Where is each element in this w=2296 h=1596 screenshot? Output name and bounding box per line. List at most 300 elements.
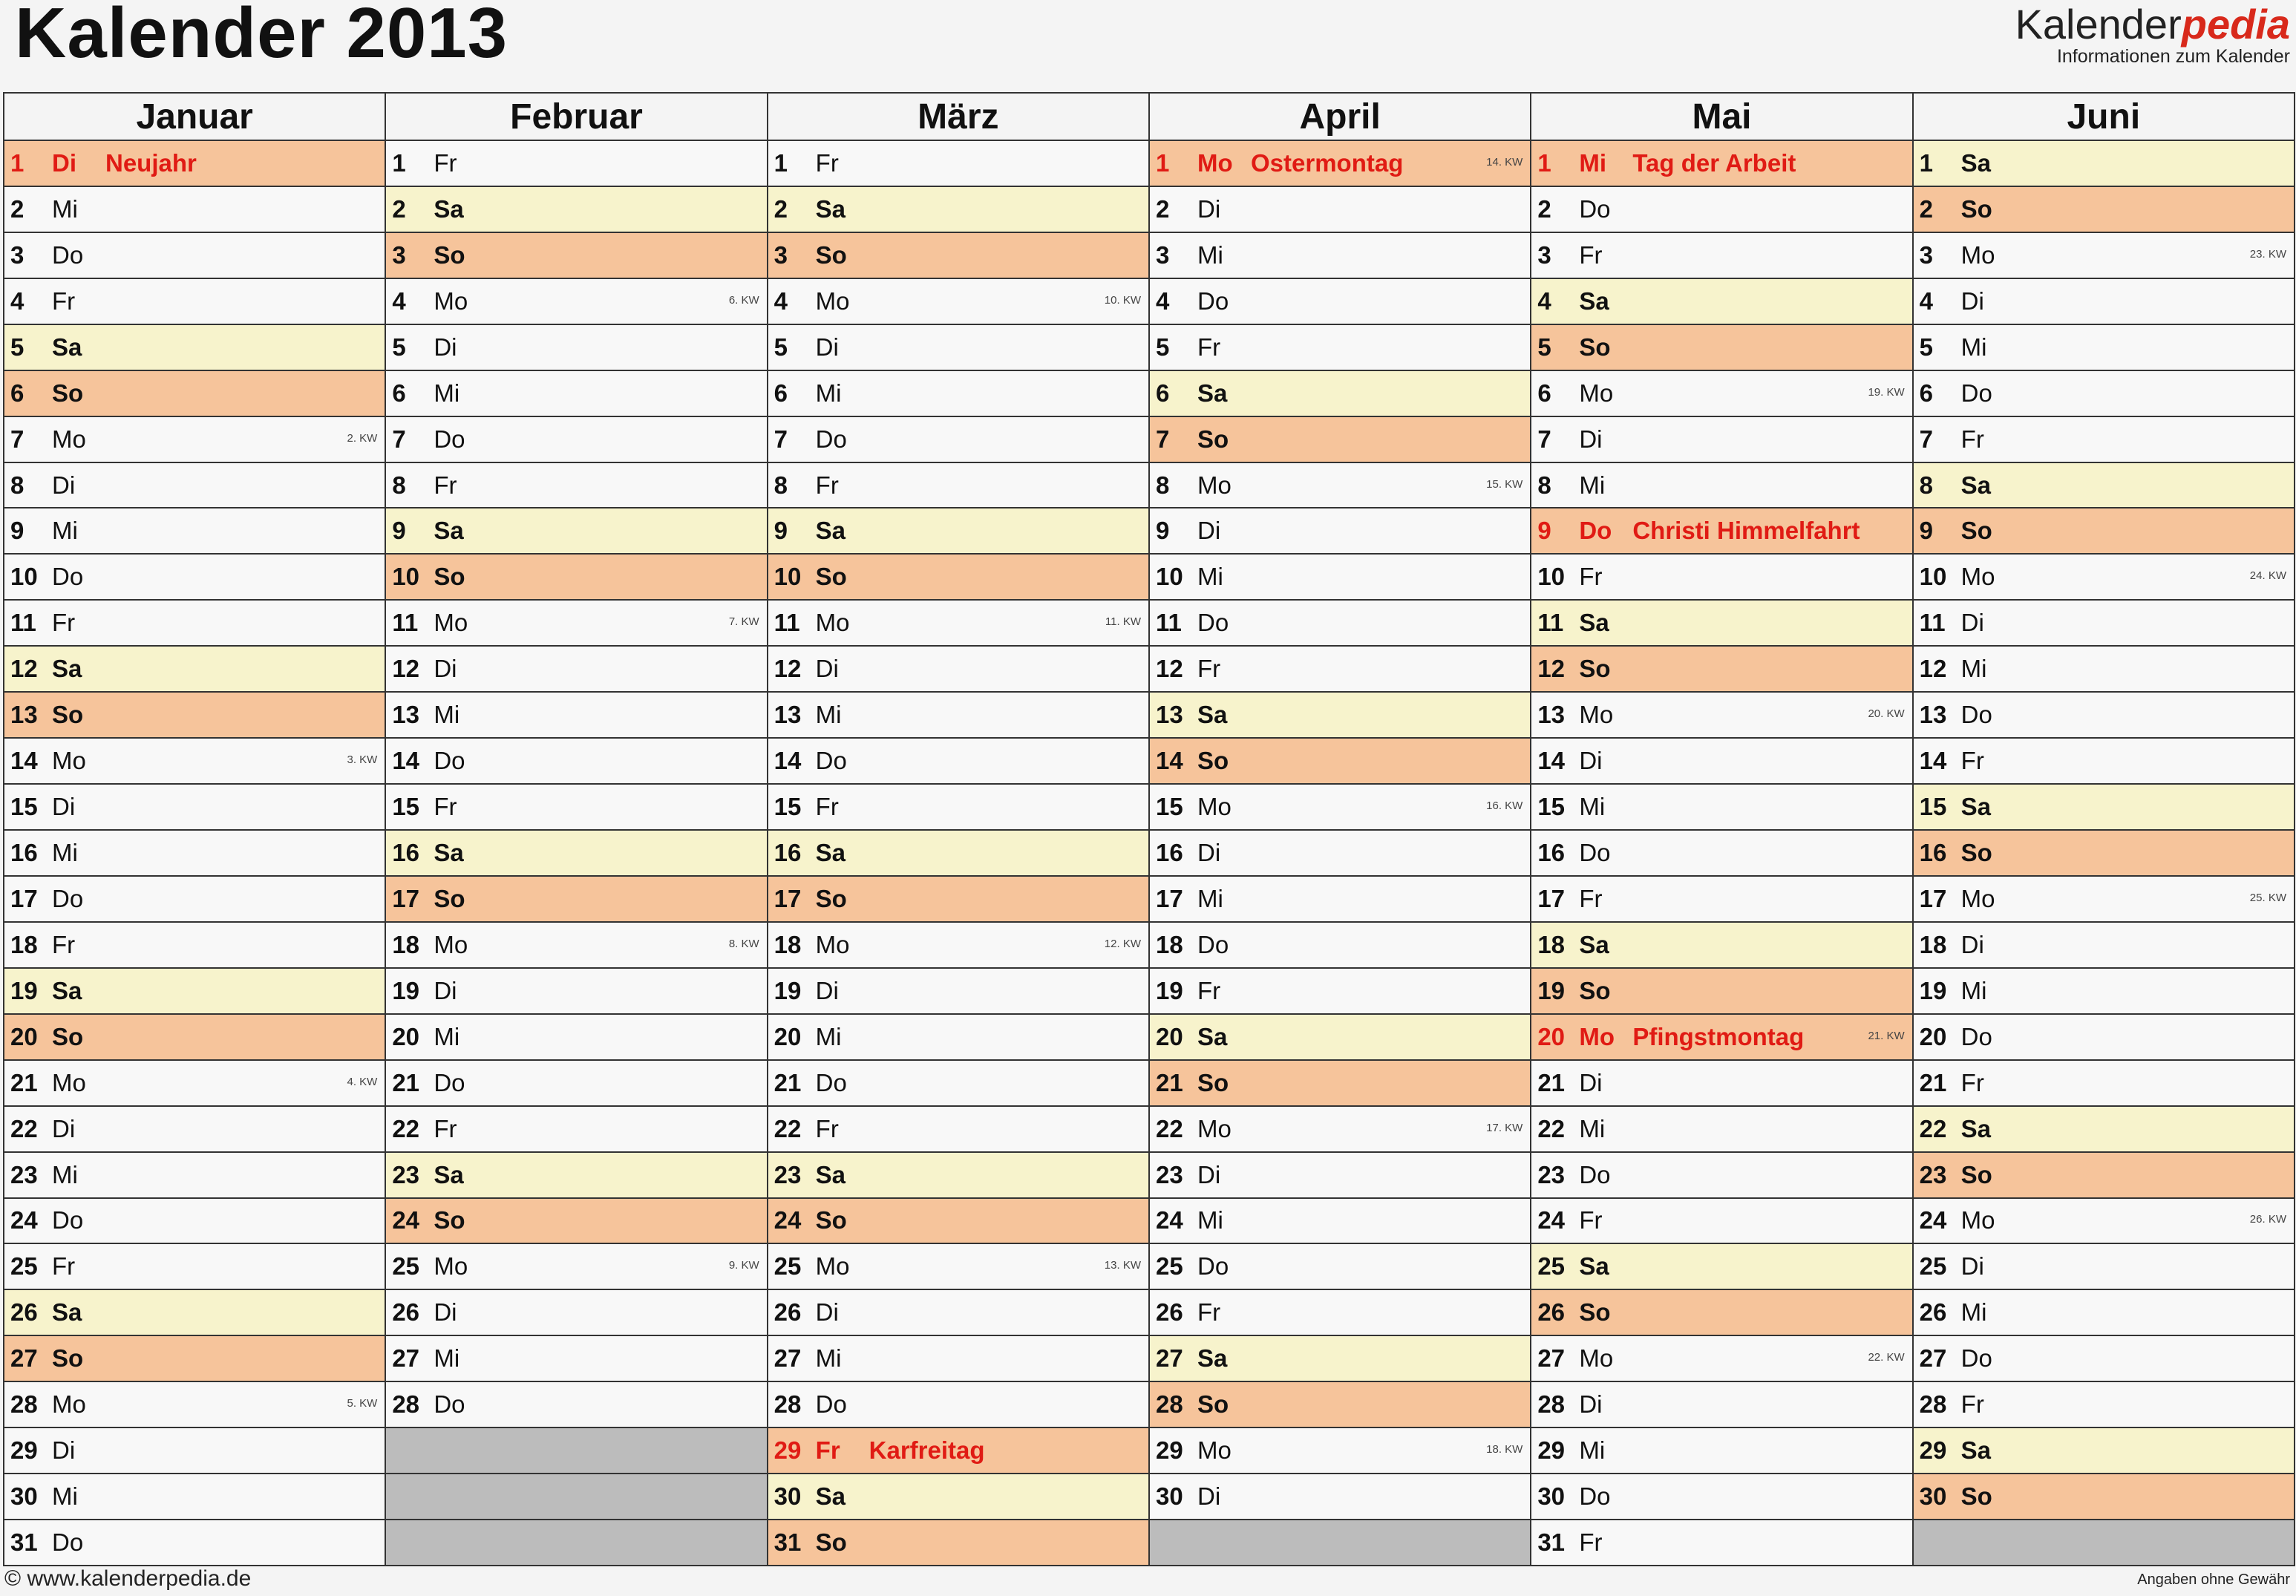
day-number: 28 xyxy=(773,1390,802,1419)
day-number: 2 xyxy=(392,194,406,223)
day-number: 9 xyxy=(1537,517,1551,545)
weekday-label: Mi xyxy=(1960,333,1987,361)
day-number: 25 xyxy=(10,1252,38,1281)
weekday-label: Fr xyxy=(1579,1206,1603,1234)
weekday-label: Mi xyxy=(434,1022,460,1050)
day-cell xyxy=(768,187,1148,232)
day-cell xyxy=(768,233,1148,278)
day-cell xyxy=(1531,463,1911,508)
day-number: 8 xyxy=(1537,471,1551,499)
weekday-label: Mo xyxy=(52,747,86,775)
day-number: 29 xyxy=(1919,1436,1947,1465)
day-cell xyxy=(1914,417,2294,462)
day-cell xyxy=(768,831,1148,875)
weekday-label: Di xyxy=(52,793,76,821)
weekday-label: Do xyxy=(1960,1022,1992,1050)
weekday-label: Do xyxy=(1579,1482,1611,1511)
day-number: 30 xyxy=(10,1482,38,1511)
day-number: 25 xyxy=(392,1252,420,1281)
day-number: 11 xyxy=(1537,609,1564,637)
day-cell xyxy=(1531,1474,1911,1519)
week-number: 9. KW xyxy=(728,1259,759,1272)
weekday-label: Do xyxy=(52,241,84,269)
day-cell xyxy=(386,739,766,783)
day-number: 25 xyxy=(773,1252,802,1281)
day-number: 21 xyxy=(392,1068,420,1096)
weekday-label: So xyxy=(1579,1298,1611,1327)
weekday-label: Sa xyxy=(815,838,846,866)
day-cell xyxy=(4,785,385,829)
day-cell xyxy=(1150,371,1530,416)
weekday-label: Di xyxy=(434,655,457,683)
day-cell xyxy=(768,739,1148,783)
weekday-label: Mo xyxy=(52,425,86,453)
week-number: 25. KW xyxy=(2249,891,2286,904)
day-cell xyxy=(4,1382,385,1427)
weekday-label: Do xyxy=(1960,379,1992,407)
day-cell xyxy=(4,233,385,278)
day-cell xyxy=(1150,877,1530,921)
day-number: 17 xyxy=(10,884,38,912)
weekday-label: Sa xyxy=(52,655,82,683)
day-number: 6 xyxy=(773,379,788,407)
weekday-label: So xyxy=(52,701,84,729)
weekday-label: Fr xyxy=(815,793,839,821)
weekday-label: So xyxy=(815,563,847,591)
week-number: 20. KW xyxy=(1868,707,1905,720)
day-cell xyxy=(4,923,385,967)
weekday-label: Fr xyxy=(815,471,839,499)
day-number: 29 xyxy=(1155,1436,1183,1465)
day-number: 19 xyxy=(392,976,420,1004)
weekday-label: Mi xyxy=(1960,655,1987,683)
day-number: 1 xyxy=(1919,148,1934,177)
day-number: 26 xyxy=(773,1298,802,1327)
day-cell xyxy=(1531,417,1911,462)
weekday-label: Fr xyxy=(434,148,457,177)
weekday-label: Di xyxy=(52,471,76,499)
day-number: 28 xyxy=(1537,1390,1566,1419)
weekday-label: Di xyxy=(1960,609,1984,637)
day-cell xyxy=(768,1290,1148,1335)
empty-day-cell xyxy=(386,1474,766,1519)
weekday-label: Fr xyxy=(1960,1390,1984,1419)
day-cell xyxy=(1150,325,1530,370)
weekday-label: Mi xyxy=(815,379,842,407)
day-number: 28 xyxy=(392,1390,420,1419)
weekday-label: Fr xyxy=(434,793,457,821)
day-cell xyxy=(1150,187,1530,232)
day-number: 23 xyxy=(10,1160,38,1188)
weekday-label: So xyxy=(434,563,465,591)
weekday-label: Do xyxy=(52,1206,84,1234)
day-cell xyxy=(1914,233,2294,278)
day-cell xyxy=(768,1107,1148,1151)
day-number: 8 xyxy=(392,471,406,499)
empty-day-cell xyxy=(386,1520,766,1565)
day-cell xyxy=(768,1244,1148,1289)
day-number: 7 xyxy=(1155,425,1170,453)
day-cell xyxy=(768,1520,1148,1565)
day-number: 14 xyxy=(392,747,420,775)
weekday-label: Sa xyxy=(1579,609,1609,637)
day-number: 2 xyxy=(1155,194,1170,223)
weekday-label: Di xyxy=(815,655,839,683)
day-number: 22 xyxy=(10,1114,38,1142)
month-header: März xyxy=(768,94,1148,140)
day-cell xyxy=(1914,785,2294,829)
day-cell xyxy=(4,1428,385,1473)
week-number: 15. KW xyxy=(1486,477,1523,491)
day-cell xyxy=(768,969,1148,1013)
day-cell xyxy=(1914,969,2294,1013)
day-cell xyxy=(1150,1015,1530,1059)
day-cell xyxy=(1914,1336,2294,1381)
month-header: April xyxy=(1150,94,1530,140)
weekday-label: Di xyxy=(1197,838,1221,866)
day-cell xyxy=(386,508,766,553)
weekday-label: Fr xyxy=(1960,1068,1984,1096)
day-number: 14 xyxy=(1155,747,1183,775)
day-number: 28 xyxy=(1919,1390,1947,1419)
weekday-label: So xyxy=(52,1344,84,1373)
week-number: 26. KW xyxy=(2249,1213,2286,1226)
day-cell xyxy=(1531,923,1911,967)
day-number: 24 xyxy=(392,1206,420,1234)
day-cell xyxy=(1914,923,2294,967)
day-number: 3 xyxy=(773,241,788,269)
day-number: 30 xyxy=(1919,1482,1947,1511)
weekday-label: Mi xyxy=(1960,976,1987,1004)
day-cell xyxy=(1531,187,1911,232)
day-number: 17 xyxy=(1919,884,1947,912)
weekday-label: Sa xyxy=(434,838,464,866)
day-number: 25 xyxy=(1537,1252,1566,1281)
day-number: 23 xyxy=(1537,1160,1566,1188)
brand-logo[interactable] xyxy=(2015,1,2290,68)
day-cell xyxy=(1150,647,1530,691)
day-cell xyxy=(386,1382,766,1427)
day-number: 30 xyxy=(1537,1482,1566,1511)
day-cell xyxy=(1531,969,1911,1013)
day-cell xyxy=(768,325,1148,370)
weekday-label: So xyxy=(1960,1482,1992,1511)
day-cell xyxy=(1914,1382,2294,1427)
weekday-label: Mo xyxy=(1197,1114,1232,1142)
day-cell xyxy=(386,1290,766,1335)
day-cell xyxy=(4,1520,385,1565)
day-cell xyxy=(1531,1199,1911,1243)
day-cell xyxy=(386,325,766,370)
day-number: 2 xyxy=(773,194,788,223)
weekday-label: Do xyxy=(815,425,847,453)
month-header: Juni xyxy=(1914,94,2294,140)
day-number: 4 xyxy=(1919,287,1934,315)
weekday-label: Di xyxy=(1197,194,1221,223)
day-number: 9 xyxy=(1919,517,1934,545)
day-number: 20 xyxy=(1919,1022,1947,1050)
day-cell xyxy=(1150,463,1530,508)
weekday-label: Mo xyxy=(1197,793,1232,821)
weekday-label: So xyxy=(1960,517,1992,545)
logo-text: Kalenderpedia xyxy=(2015,1,2290,48)
day-number: 1 xyxy=(392,148,406,177)
weekday-label: Sa xyxy=(815,1482,846,1511)
weekday-label: Fr xyxy=(52,609,76,637)
day-cell xyxy=(4,647,385,691)
day-number: 7 xyxy=(10,425,24,453)
weekday-label: Mi xyxy=(434,701,460,729)
week-number: 8. KW xyxy=(728,937,759,950)
day-number: 27 xyxy=(392,1344,420,1373)
weekday-label: Mo xyxy=(815,1252,850,1281)
day-number: 12 xyxy=(1155,655,1183,683)
weekday-label: Mi xyxy=(1197,563,1223,591)
weekday-label: Fr xyxy=(1579,1528,1603,1557)
weekday-label: Mi xyxy=(1579,1436,1606,1465)
day-number: 5 xyxy=(10,333,24,361)
day-cell xyxy=(1914,1015,2294,1059)
weekday-label: Sa xyxy=(434,517,464,545)
day-cell xyxy=(1531,739,1911,783)
weekday-label: Mo xyxy=(1579,1022,1615,1050)
weekday-label: So xyxy=(1197,1390,1229,1419)
weekday-label: Sa xyxy=(434,1160,464,1188)
day-number: 6 xyxy=(392,379,406,407)
day-cell xyxy=(1914,1244,2294,1289)
weekday-label: Fr xyxy=(52,287,76,315)
weekday-label: Mi xyxy=(1579,148,1606,177)
day-cell xyxy=(1914,601,2294,645)
week-number: 24. KW xyxy=(2249,569,2286,583)
day-cell xyxy=(1531,1061,1911,1105)
weekday-label: Sa xyxy=(1197,1344,1228,1373)
day-cell xyxy=(1914,325,2294,370)
day-cell xyxy=(1150,923,1530,967)
weekday-label: Di xyxy=(52,1436,76,1465)
day-cell xyxy=(1531,1153,1911,1197)
day-number: 14 xyxy=(1919,747,1947,775)
day-cell xyxy=(768,1153,1148,1197)
day-number: 21 xyxy=(1537,1068,1566,1096)
day-cell xyxy=(4,969,385,1013)
weekday-label: Sa xyxy=(815,1160,846,1188)
day-number: 21 xyxy=(1919,1068,1947,1096)
day-cell xyxy=(768,785,1148,829)
day-number: 6 xyxy=(1919,379,1934,407)
day-cell xyxy=(386,693,766,737)
day-cell xyxy=(1531,325,1911,370)
day-number: 18 xyxy=(1155,930,1183,958)
day-cell xyxy=(1150,233,1530,278)
day-number: 20 xyxy=(1537,1022,1566,1050)
weekday-label: So xyxy=(1197,1068,1229,1096)
day-cell xyxy=(386,877,766,921)
weekday-label: Mi xyxy=(815,1022,842,1050)
day-cell xyxy=(1914,508,2294,553)
month-header: Februar xyxy=(386,94,766,140)
day-number: 3 xyxy=(10,241,24,269)
weekday-label: So xyxy=(434,884,465,912)
week-number: 4. KW xyxy=(347,1075,378,1088)
day-number: 8 xyxy=(773,471,788,499)
weekday-label: So xyxy=(1197,747,1229,775)
weekday-label: So xyxy=(52,379,84,407)
day-number: 19 xyxy=(1537,976,1566,1004)
day-cell xyxy=(1531,785,1911,829)
weekday-label: So xyxy=(1960,1160,1992,1188)
weekday-label: Mi xyxy=(1197,241,1223,269)
weekday-label: Do xyxy=(815,1390,847,1419)
week-number: 22. KW xyxy=(1868,1351,1905,1364)
day-number: 16 xyxy=(1155,838,1183,866)
day-number: 23 xyxy=(1155,1160,1183,1188)
day-cell xyxy=(386,1061,766,1105)
weekday-label: Mi xyxy=(815,1344,842,1373)
day-number: 5 xyxy=(1919,333,1934,361)
weekday-label: Mo xyxy=(1960,563,1995,591)
holiday-cell xyxy=(1531,508,1911,553)
weekday-label: So xyxy=(1960,838,1992,866)
day-cell xyxy=(1531,555,1911,599)
day-cell xyxy=(1914,279,2294,324)
weekday-label: Mi xyxy=(52,1482,78,1511)
day-number: 1 xyxy=(773,148,788,177)
day-cell xyxy=(1150,1244,1530,1289)
day-number: 4 xyxy=(1537,287,1551,315)
day-number: 12 xyxy=(773,655,802,683)
day-number: 22 xyxy=(1155,1114,1183,1142)
weekday-label: Sa xyxy=(52,976,82,1004)
day-number: 10 xyxy=(10,563,38,591)
day-number: 12 xyxy=(392,655,420,683)
brand-tagline: Informationen zum Kalender xyxy=(2056,46,2290,67)
day-number: 2 xyxy=(1537,194,1551,223)
day-number: 8 xyxy=(10,471,24,499)
day-number: 1 xyxy=(1155,148,1170,177)
day-cell xyxy=(768,1336,1148,1381)
day-number: 14 xyxy=(1537,747,1566,775)
day-number: 19 xyxy=(10,976,38,1004)
day-cell xyxy=(4,1290,385,1335)
day-number: 13 xyxy=(773,701,802,729)
day-number: 19 xyxy=(1919,976,1947,1004)
weekday-label: Mi xyxy=(434,379,460,407)
day-cell xyxy=(386,831,766,875)
day-number: 3 xyxy=(1919,241,1934,269)
week-number: 23. KW xyxy=(2249,247,2286,261)
day-number: 5 xyxy=(1155,333,1170,361)
day-number: 10 xyxy=(1155,563,1183,591)
day-cell xyxy=(1150,1382,1530,1427)
day-cell xyxy=(1531,647,1911,691)
day-number: 10 xyxy=(773,563,802,591)
day-cell xyxy=(1914,1474,2294,1519)
day-number: 10 xyxy=(1537,563,1566,591)
empty-day-cell xyxy=(1914,1520,2294,1565)
day-number: 22 xyxy=(1537,1114,1566,1142)
day-number: 12 xyxy=(1537,655,1566,683)
day-cell xyxy=(4,1474,385,1519)
footer-copyright[interactable]: © www.kalenderpedia.de xyxy=(4,1566,252,1591)
weekday-label: Fr xyxy=(52,1252,76,1281)
weekday-label: Do xyxy=(815,747,847,775)
day-cell xyxy=(386,279,766,324)
weekday-label: Mo xyxy=(1960,241,1995,269)
weekday-label: So xyxy=(1579,655,1611,683)
day-cell xyxy=(1531,279,1911,324)
day-cell xyxy=(386,371,766,416)
weekday-label: Do xyxy=(434,425,465,453)
day-cell xyxy=(1914,1061,2294,1105)
day-cell xyxy=(1914,141,2294,186)
weekday-label: Fr xyxy=(1579,241,1603,269)
weekday-label: Mi xyxy=(52,1160,78,1188)
day-cell xyxy=(768,1199,1148,1243)
day-cell xyxy=(386,417,766,462)
day-cell xyxy=(386,785,766,829)
day-cell xyxy=(1150,1061,1530,1105)
day-cell xyxy=(4,1015,385,1059)
day-number: 10 xyxy=(1919,563,1947,591)
day-cell xyxy=(768,508,1148,553)
weekday-label: Sa xyxy=(434,194,464,223)
day-number: 9 xyxy=(773,517,788,545)
holiday-cell xyxy=(1531,1015,1911,1059)
week-number: 17. KW xyxy=(1486,1121,1523,1134)
weekday-label: Di xyxy=(52,1114,76,1142)
week-number: 18. KW xyxy=(1486,1442,1523,1456)
weekday-label: Di xyxy=(815,1298,839,1327)
week-number: 14. KW xyxy=(1486,155,1523,169)
weekday-label: Di xyxy=(1579,1390,1603,1419)
weekday-label: So xyxy=(815,1528,847,1557)
holiday-cell xyxy=(1150,141,1530,186)
day-cell xyxy=(4,601,385,645)
weekday-label: Sa xyxy=(1579,1252,1609,1281)
day-number: 1 xyxy=(1537,148,1551,177)
weekday-label: Sa xyxy=(1579,287,1609,315)
day-cell xyxy=(1150,508,1530,553)
weekday-label: Di xyxy=(1579,1068,1603,1096)
week-number: 5. KW xyxy=(347,1397,378,1410)
day-number: 5 xyxy=(392,333,406,361)
day-cell xyxy=(1531,877,1911,921)
day-number: 11 xyxy=(1155,609,1182,637)
day-number: 16 xyxy=(10,838,38,866)
day-number: 19 xyxy=(1155,976,1183,1004)
day-cell xyxy=(1531,1107,1911,1151)
weekday-label: Do xyxy=(1579,517,1612,545)
day-number: 14 xyxy=(10,747,38,775)
week-number: 3. KW xyxy=(347,753,378,766)
day-number: 9 xyxy=(1155,517,1170,545)
day-cell xyxy=(386,647,766,691)
day-cell xyxy=(4,1244,385,1289)
day-number: 28 xyxy=(1155,1390,1183,1419)
day-number: 25 xyxy=(1919,1252,1947,1281)
day-number: 12 xyxy=(10,655,38,683)
day-number: 4 xyxy=(392,287,406,315)
weekday-label: Fr xyxy=(815,1436,840,1465)
day-cell xyxy=(1914,1153,2294,1197)
day-cell xyxy=(4,325,385,370)
weekday-label: Di xyxy=(815,976,839,1004)
day-number: 4 xyxy=(773,287,788,315)
day-number: 6 xyxy=(10,379,24,407)
weekday-label: Sa xyxy=(52,1298,82,1327)
day-cell xyxy=(4,279,385,324)
